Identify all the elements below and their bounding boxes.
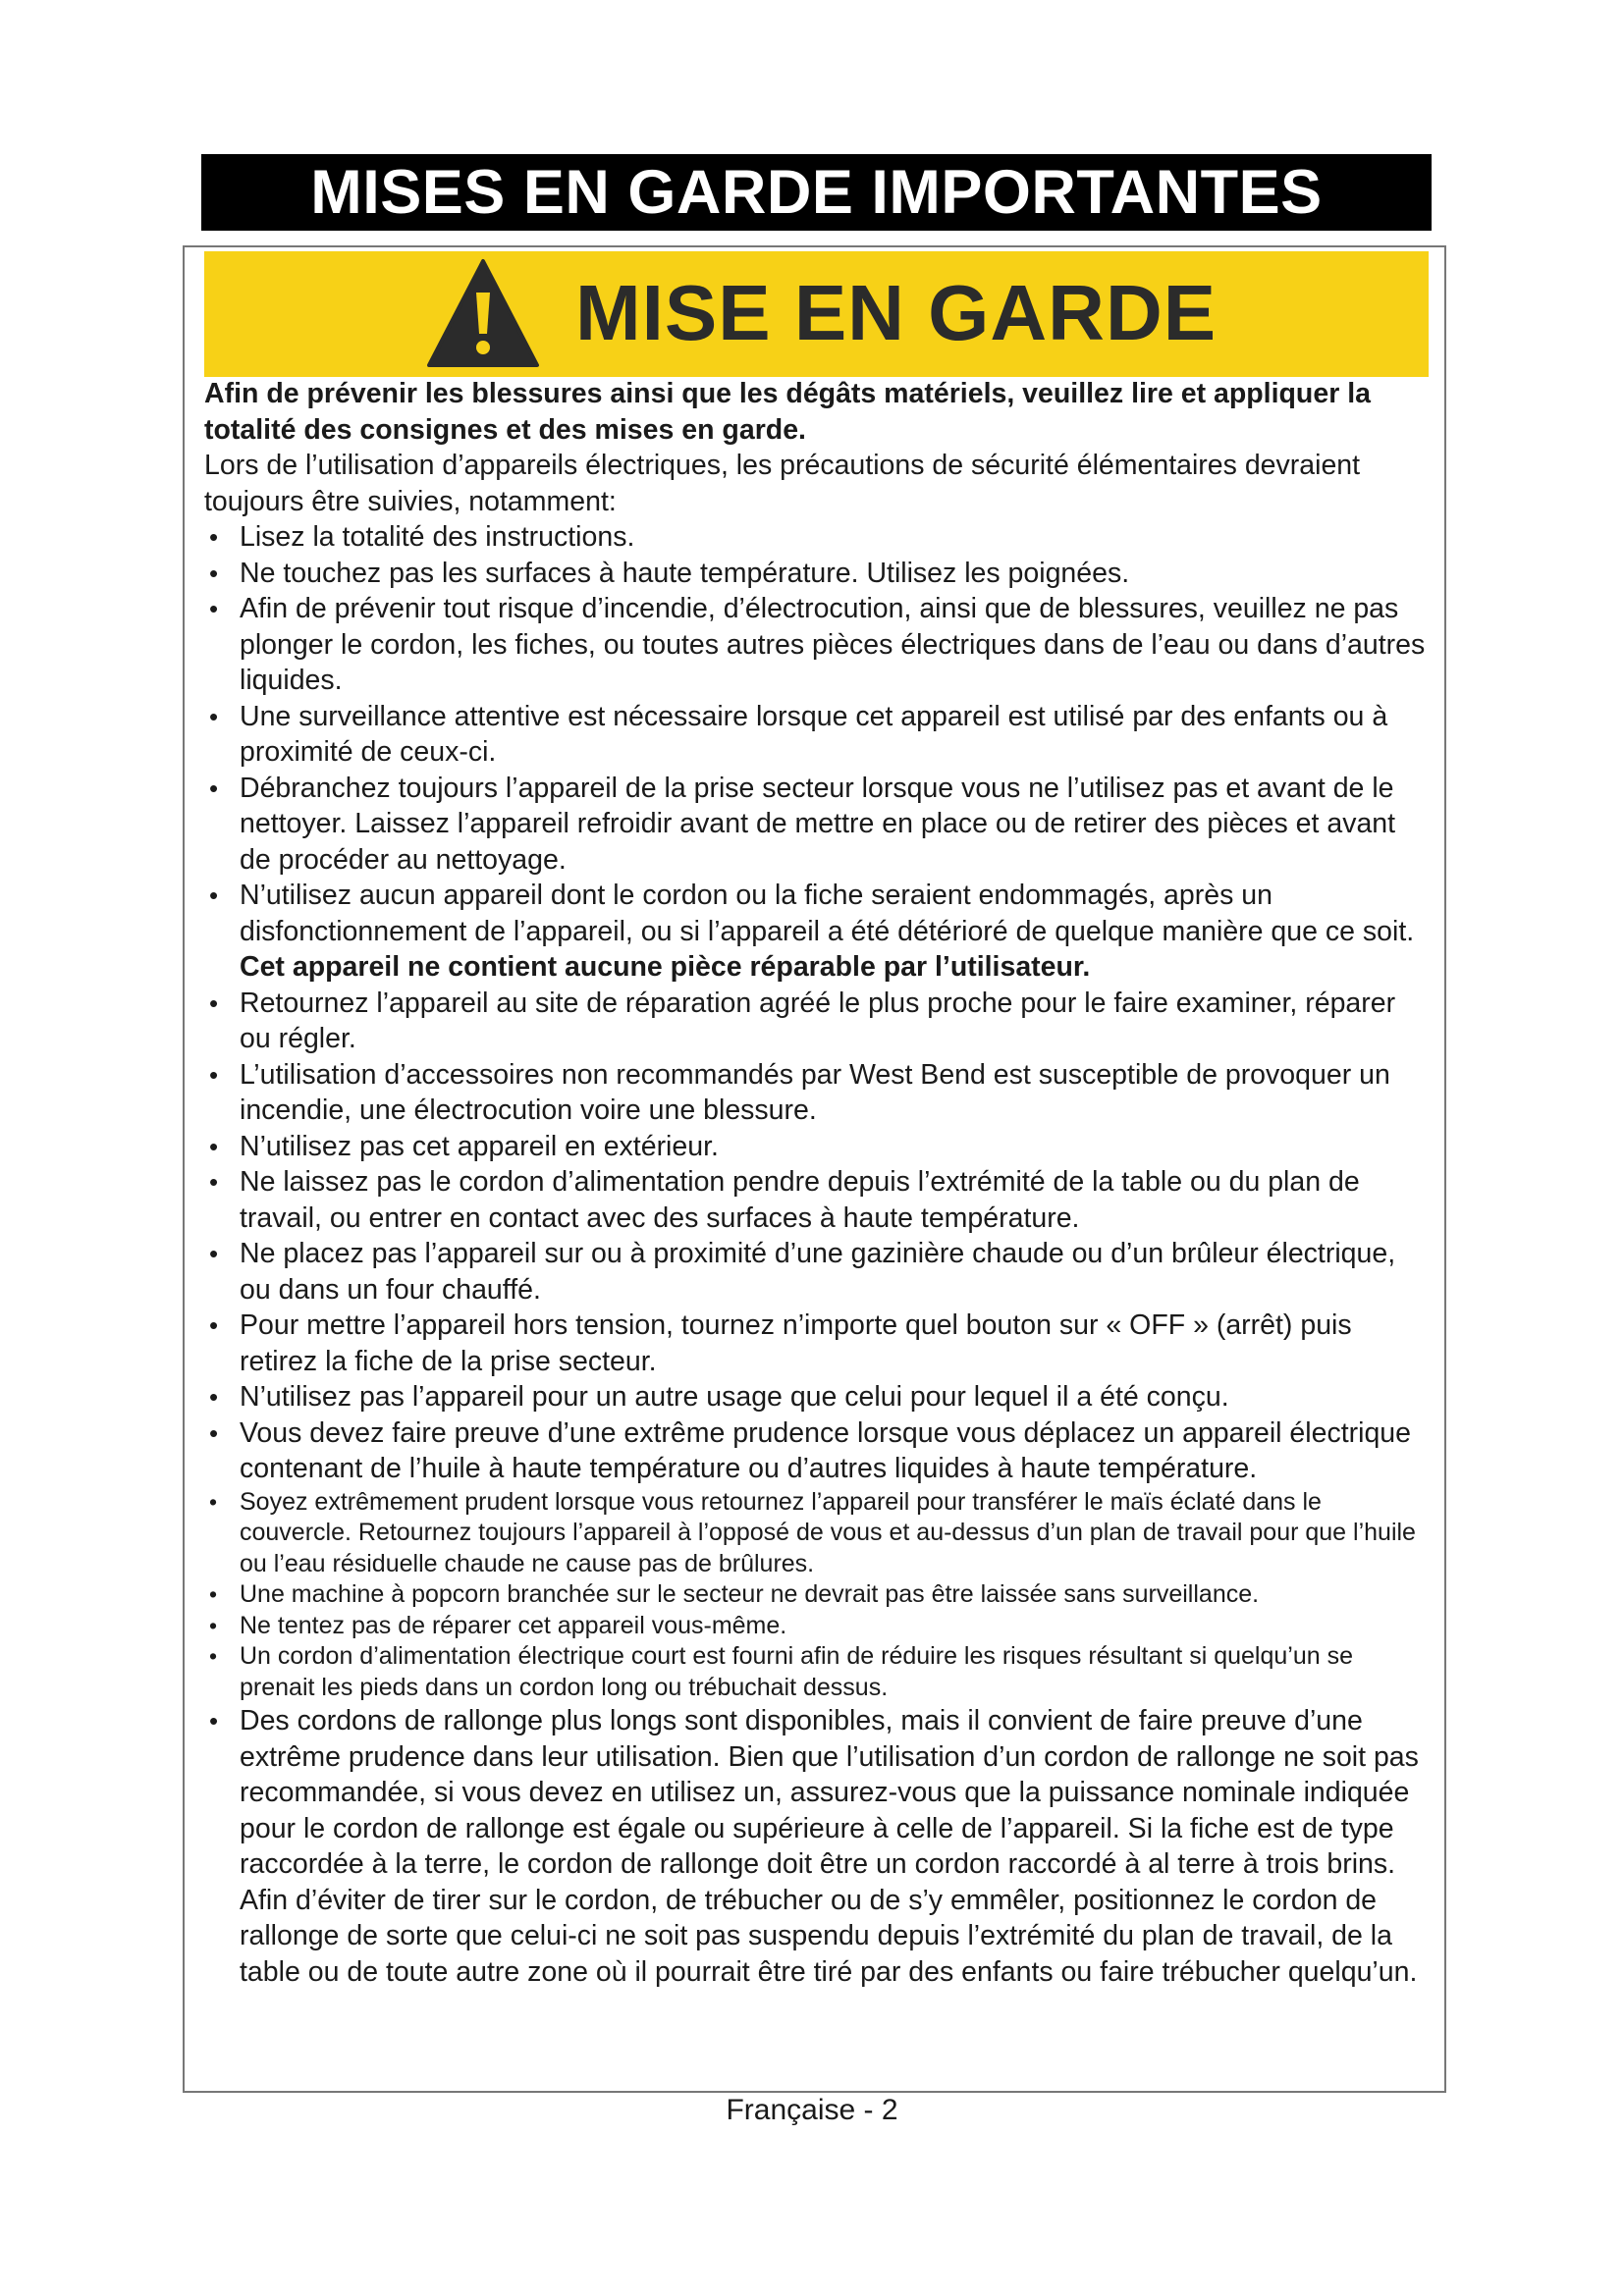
- intro-text: Lors de l’utilisation d’appareils électriques, les précautions de sécurité élémentaires devraient toujours être suivies, notamment:: [204, 450, 1361, 517]
- list-item-bold-text: Cet appareil ne contient aucune pièce réparable par l’utilisateur.: [240, 951, 1091, 983]
- list-item-text: Ne placez pas l’appareil sur ou à proximité d’une gazinière chaude ou d’un brûleur électrique, ou dans un four chauffé.: [240, 1238, 1396, 1306]
- list-item: [204, 1703, 1432, 1990]
- list-item-text: Vous devez faire preuve d’une extrême prudence lorsque vous déplacez un appareil électrique contenant de l’huile à haute température ou d’autres liquides à haute température.: [240, 1416, 1412, 1484]
- list-item: [204, 519, 1432, 556]
- list-item: [204, 1611, 1432, 1642]
- list-item: [204, 591, 1432, 699]
- list-item: [204, 1415, 1432, 1487]
- list-item: [204, 1164, 1432, 1236]
- safety-list: [204, 519, 1432, 1990]
- list-item-text: L’utilisation d’accessoires non recommandés par West Bend est susceptible de provoquer un incendie, une électrocution voire une blessure.: [240, 1058, 1390, 1126]
- list-item-text: N’utilisez pas cet appareil en extérieur.: [240, 1130, 719, 1162]
- list-item-text: Ne touchez pas les surfaces à haute température. Utilisez les poignées.: [240, 557, 1130, 589]
- list-item-text: Soyez extrêmement prudent lorsque vous retournez l’appareil pour transférer le maïs éclaté dans le couvercle. Retournez toujours l’appareil à l’opposé de vous et au-dessus d’un plan de travail pour que l’huile ou l’eau résiduelle chaude ne cause pas de brûlures.: [240, 1487, 1416, 1577]
- list-item: [204, 1487, 1432, 1580]
- list-item-text: Ne laissez pas le cordon d’alimentation pendre depuis l’extrémité de la table ou du plan de travail, ou entrer en contact avec des surfaces à haute température.: [240, 1166, 1360, 1234]
- list-item-text: Ne tentez pas de réparer cet appareil vous-même.: [240, 1611, 787, 1639]
- list-item-text: Une surveillance attentive est nécessaire lorsque cet appareil est utilisé par des enfants ou à proximité de ceux-ci.: [240, 700, 1388, 768]
- list-item: [204, 699, 1432, 771]
- list-item: [204, 1129, 1432, 1165]
- list-item-text: Une machine à popcorn branchée sur le secteur ne devrait pas être laissée sans surveillance.: [240, 1580, 1260, 1608]
- list-item-text: Un cordon d’alimentation électrique court est fourni afin de réduire les risques résultant si quelqu’un se prenait les pieds dans un cordon long ou trébuchait dessus.: [240, 1642, 1353, 1701]
- list-item: [204, 1641, 1432, 1703]
- list-item: [204, 1308, 1432, 1379]
- page-title: MISES EN GARDE IMPORTANTES: [201, 154, 1432, 231]
- list-item: [204, 556, 1432, 592]
- list-item-text: Afin de prévenir tout risque d’incendie, d’électrocution, ainsi que de blessures, veuillez ne pas plonger le cordon, les fiches, ou toutes autres pièces électriques dans de l’eau ou dans d’autres liquides.: [240, 593, 1426, 696]
- list-item-text: Débranchez toujours l’appareil de la prise secteur lorsque vous ne l’utilisez pas et avant de le nettoyer. Laissez l’appareil refroidir avant de mettre en place ou de retirer des pièces et avant de procéder au nettoyage.: [240, 772, 1396, 876]
- safety-content: [204, 376, 1432, 1990]
- list-item-text: N’utilisez pas l’appareil pour un autre usage que celui pour lequel il a été conçu.: [240, 1381, 1229, 1413]
- list-item-text: Lisez la totalité des instructions.: [240, 521, 635, 553]
- list-item: [204, 878, 1432, 986]
- list-item: [204, 1579, 1432, 1611]
- page-footer: Française - 2: [726, 2094, 898, 2126]
- list-item-text: Des cordons de rallonge plus longs sont disponibles, mais il convient de faire preuve d’une extrême prudence dans leur utilisation. Bien que l’utilisation d’un cordon de rallonge ne soit pas recommandée, si vous devez en utilisez un, assurez-vous que la puissance nominale indiquée pour le cordon de rallonge est égale ou supérieure à celle de l’appareil. Si la fiche est de type raccordée à la terre, le cordon de rallonge doit être un cordon raccordé à al terre à trois brins. Afin d’éviter de tirer sur le cordon, de trébucher ou de s’y emmêler, positionnez le cordon de rallonge de sorte que celui-ci ne soit pas suspendu depuis l’extrémité du plan de travail, de la table ou de toute autre zone où il pourrait être tiré par des enfants ou faire trébucher quelqu’un.: [240, 1705, 1419, 1988]
- list-item: [204, 1379, 1432, 1415]
- list-item-text: Retournez l’appareil au site de réparation agréé le plus proche pour le faire examiner, réparer ou régler.: [240, 987, 1396, 1054]
- list-item-text: N’utilisez aucun appareil dont le cordon ou la fiche seraient endommagés, après un disfonctionnement de l’appareil, ou si l’appareil a été détérioré de quelque manière que ce soit.: [240, 880, 1415, 947]
- warning-label: MISE EN GARDE: [575, 269, 1218, 356]
- list-item: [204, 1057, 1432, 1129]
- list-item: [204, 1236, 1432, 1308]
- list-item: [204, 986, 1432, 1057]
- list-item: [204, 771, 1432, 879]
- warning-triangle-icon: [425, 257, 541, 369]
- lead-text: Afin de prévenir les blessures ainsi que les dégâts matériels, veuillez lire et appliquer la totalité des consignes et des mises en garde.: [204, 378, 1371, 446]
- warning-banner: [204, 251, 1429, 377]
- list-item-text: Pour mettre l’appareil hors tension, tournez n’importe quel bouton sur « OFF » (arrêt) puis retirez la fiche de la prise secteur.: [240, 1309, 1352, 1377]
